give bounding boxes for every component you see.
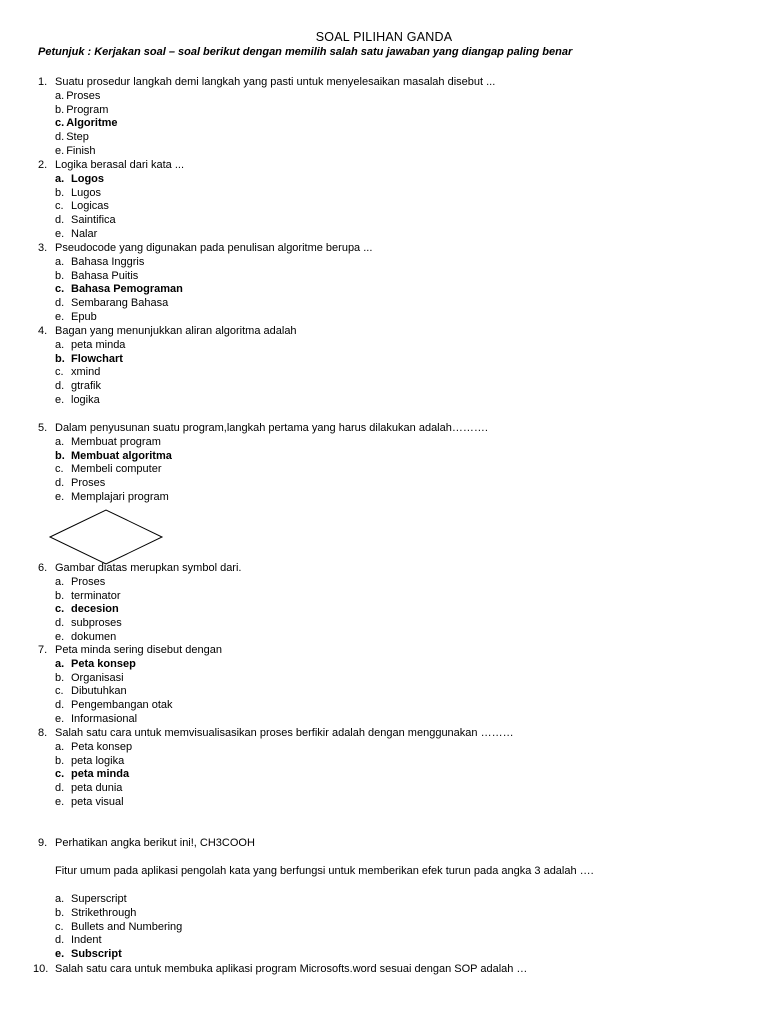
answer-option bbox=[55, 947, 122, 961]
option-text: Informasional bbox=[71, 713, 138, 725]
option-letter: a. bbox=[55, 575, 65, 588]
question-text: Logika berasal dari kata ... bbox=[55, 159, 185, 171]
question-text: Salah satu cara untuk membuka aplikasi program Microsofts.word sesuai dengan SOP adalah … bbox=[55, 963, 528, 975]
option-letter: e. bbox=[55, 713, 65, 725]
answer-option bbox=[55, 227, 97, 241]
option-letter: a. bbox=[55, 435, 65, 448]
answer-option bbox=[55, 767, 129, 781]
answer-option bbox=[55, 575, 105, 589]
option-text: Logos bbox=[71, 172, 104, 185]
option-letter: c. bbox=[55, 603, 65, 616]
answer-option bbox=[55, 393, 100, 407]
option-text: logika bbox=[71, 394, 100, 406]
option-letter: c. bbox=[55, 200, 64, 213]
question-number: 9. bbox=[38, 837, 48, 849]
option-text: Bahasa Inggris bbox=[71, 255, 145, 268]
answer-option bbox=[55, 144, 96, 158]
option-text: Memplajari program bbox=[71, 491, 169, 503]
answer-option bbox=[55, 435, 161, 449]
answer-option bbox=[55, 476, 105, 490]
option-letter: d. bbox=[55, 297, 65, 310]
answer-option bbox=[55, 781, 122, 795]
option-text: Peta konsep bbox=[71, 740, 133, 753]
answer-option bbox=[55, 657, 136, 671]
question-text: Dalam penyusunan suatu program,langkah pertama yang harus dilakukan adalah………. bbox=[55, 422, 488, 434]
page-title: SOAL PILIHAN GANDA bbox=[315, 30, 453, 44]
question-number: 3. bbox=[38, 242, 48, 254]
answer-option bbox=[55, 906, 136, 920]
question-number: 6. bbox=[38, 562, 48, 574]
option-letter: d. bbox=[55, 699, 65, 712]
question-text: Suatu prosedur langkah demi langkah yang pasti untuk menyelesaikan masalah disebut ... bbox=[55, 76, 496, 88]
question-text: Bagan yang menunjukkan aliran algoritma adalah bbox=[55, 325, 297, 337]
answer-option bbox=[55, 352, 123, 366]
option-letter: b. bbox=[55, 589, 65, 602]
instruction: Petunjuk : Kerjakan soal – soal berikut dengan memilih salah satu jawaban yang diangap paling benar bbox=[38, 46, 573, 58]
answer-option bbox=[55, 589, 121, 603]
option-text: Pengembangan otak bbox=[71, 699, 173, 712]
option-text: Membuat program bbox=[71, 435, 161, 448]
answer-option bbox=[55, 103, 108, 117]
option-letter: e. bbox=[55, 948, 65, 961]
option-text: terminator bbox=[71, 589, 121, 602]
option-letter: d. bbox=[55, 617, 65, 630]
question-number: 7. bbox=[38, 644, 48, 656]
answer-option bbox=[55, 130, 89, 144]
option-letter: b. bbox=[55, 906, 65, 919]
option-text: peta minda bbox=[71, 768, 130, 781]
option-letter: b. bbox=[55, 671, 65, 684]
option-letter: a. bbox=[55, 89, 65, 102]
option-letter: b. bbox=[55, 449, 65, 462]
option-text: Bahasa Puitis bbox=[71, 269, 139, 282]
option-letter: a. bbox=[55, 255, 65, 268]
option-text: Indent bbox=[71, 934, 102, 947]
question-text: Peta minda sering disebut dengan bbox=[55, 644, 222, 656]
option-text: Proses bbox=[66, 89, 101, 102]
answer-option bbox=[55, 310, 97, 324]
option-text: subproses bbox=[71, 617, 122, 630]
answer-option bbox=[55, 296, 168, 310]
option-text: Saintifica bbox=[71, 214, 116, 227]
answer-option bbox=[55, 616, 122, 630]
question-text: Gambar diatas merupkan symbol dari. bbox=[55, 562, 242, 574]
option-letter: d. bbox=[55, 131, 65, 144]
option-letter: d. bbox=[55, 380, 65, 393]
answer-option bbox=[55, 698, 173, 712]
answer-option bbox=[55, 89, 100, 103]
option-text: xmind bbox=[71, 366, 101, 379]
question-text: Perhatikan angka berikut ini!, CH3COOH bbox=[55, 837, 255, 849]
option-text: Peta konsep bbox=[71, 657, 136, 670]
option-letter: d. bbox=[55, 782, 65, 795]
answer-option bbox=[55, 630, 116, 644]
option-letter: a. bbox=[55, 172, 65, 185]
answer-option bbox=[55, 199, 109, 213]
option-letter: a. bbox=[55, 893, 65, 905]
question-number: 8. bbox=[38, 727, 48, 739]
option-text: Lugos bbox=[71, 186, 101, 199]
answer-option bbox=[55, 754, 124, 768]
question-text: Salah satu cara untuk memvisualisasikan proses berfikir adalah dengan menggunakan ……… bbox=[55, 727, 514, 739]
option-letter: d. bbox=[55, 477, 65, 490]
answer-option bbox=[55, 671, 124, 685]
option-text: Proses bbox=[71, 477, 106, 490]
option-text: decesion bbox=[71, 603, 119, 616]
answer-option bbox=[55, 462, 161, 476]
option-text: Proses bbox=[71, 575, 106, 588]
option-letter: a. bbox=[55, 657, 65, 670]
option-letter: c. bbox=[55, 920, 64, 933]
option-text: Step bbox=[66, 131, 89, 144]
option-text: Dibutuhkan bbox=[71, 685, 127, 698]
option-text: Bullets and Numbering bbox=[71, 920, 183, 933]
option-letter: a. bbox=[55, 740, 65, 753]
option-letter: d. bbox=[55, 214, 65, 227]
option-text: peta visual bbox=[71, 796, 124, 808]
option-letter: e. bbox=[55, 394, 65, 406]
option-letter: c. bbox=[55, 685, 64, 698]
option-text: Flowchart bbox=[71, 352, 123, 365]
option-text: gtrafik bbox=[71, 380, 101, 393]
option-letter: a. bbox=[55, 338, 65, 351]
option-letter: e. bbox=[55, 228, 65, 240]
question-number: 10. bbox=[33, 963, 49, 975]
option-letter: b. bbox=[55, 269, 65, 282]
answer-option bbox=[55, 365, 100, 379]
option-text: Sembarang Bahasa bbox=[71, 297, 169, 310]
option-letter: d. bbox=[55, 934, 65, 947]
option-letter: c. bbox=[55, 366, 64, 379]
option-letter: b. bbox=[55, 103, 65, 116]
option-text: Finish bbox=[66, 145, 96, 157]
option-text: Membeli computer bbox=[71, 463, 162, 476]
option-text: Algoritme bbox=[66, 117, 118, 130]
answer-option bbox=[55, 602, 119, 616]
option-text: Superscript bbox=[71, 893, 127, 905]
decision-diamond-icon bbox=[48, 508, 164, 566]
answer-option bbox=[55, 933, 102, 947]
answer-option bbox=[55, 795, 124, 809]
answer-option bbox=[55, 255, 144, 269]
question-number: 1. bbox=[38, 76, 48, 88]
question-number: 4. bbox=[38, 325, 48, 337]
option-letter: b. bbox=[55, 352, 65, 365]
answer-option bbox=[55, 116, 118, 130]
answer-option bbox=[55, 892, 127, 906]
question-text: Pseudocode yang digunakan pada penulisan algoritme berupa ... bbox=[55, 242, 373, 254]
answer-option bbox=[55, 490, 169, 504]
answer-option bbox=[55, 338, 125, 352]
option-letter: e. bbox=[55, 145, 65, 157]
answer-option bbox=[55, 213, 116, 227]
question-number: 2. bbox=[38, 159, 48, 171]
answer-option bbox=[55, 282, 183, 296]
option-text: Membuat algoritma bbox=[71, 449, 172, 462]
option-letter: c. bbox=[55, 768, 65, 781]
answer-option bbox=[55, 712, 137, 726]
option-text: Program bbox=[66, 103, 109, 116]
option-text: Subscript bbox=[71, 948, 122, 961]
option-letter: e. bbox=[55, 311, 65, 323]
option-text: Epub bbox=[71, 311, 97, 323]
option-text: peta dunia bbox=[71, 782, 123, 795]
answer-option bbox=[55, 684, 127, 698]
option-letter: e. bbox=[55, 491, 65, 503]
answer-option bbox=[55, 172, 104, 186]
answer-option bbox=[55, 186, 101, 200]
option-letter: b. bbox=[55, 186, 65, 199]
option-text: Nalar bbox=[71, 228, 98, 240]
option-letter: e. bbox=[55, 631, 65, 643]
answer-option bbox=[55, 379, 101, 393]
option-text: Bahasa Pemograman bbox=[71, 283, 183, 296]
option-letter: c. bbox=[55, 117, 65, 130]
option-text: Logicas bbox=[71, 200, 109, 213]
answer-option bbox=[55, 449, 172, 463]
option-text: peta minda bbox=[71, 338, 126, 351]
option-letter: e. bbox=[55, 796, 65, 808]
question-subtext: Fitur umum pada aplikasi pengolah kata yang berfungsi untuk memberikan efek turun pada angka 3 adalah …. bbox=[55, 865, 594, 877]
option-letter: c. bbox=[55, 283, 65, 296]
answer-option bbox=[55, 740, 132, 754]
option-text: peta logika bbox=[71, 754, 125, 767]
question-number: 5. bbox=[38, 422, 48, 434]
option-text: dokumen bbox=[71, 631, 117, 643]
answer-option bbox=[55, 269, 138, 283]
answer-option bbox=[55, 920, 182, 934]
option-text: Organisasi bbox=[71, 671, 124, 684]
option-letter: c. bbox=[55, 463, 64, 476]
option-text: Strikethrough bbox=[71, 906, 137, 919]
option-letter: b. bbox=[55, 754, 65, 767]
